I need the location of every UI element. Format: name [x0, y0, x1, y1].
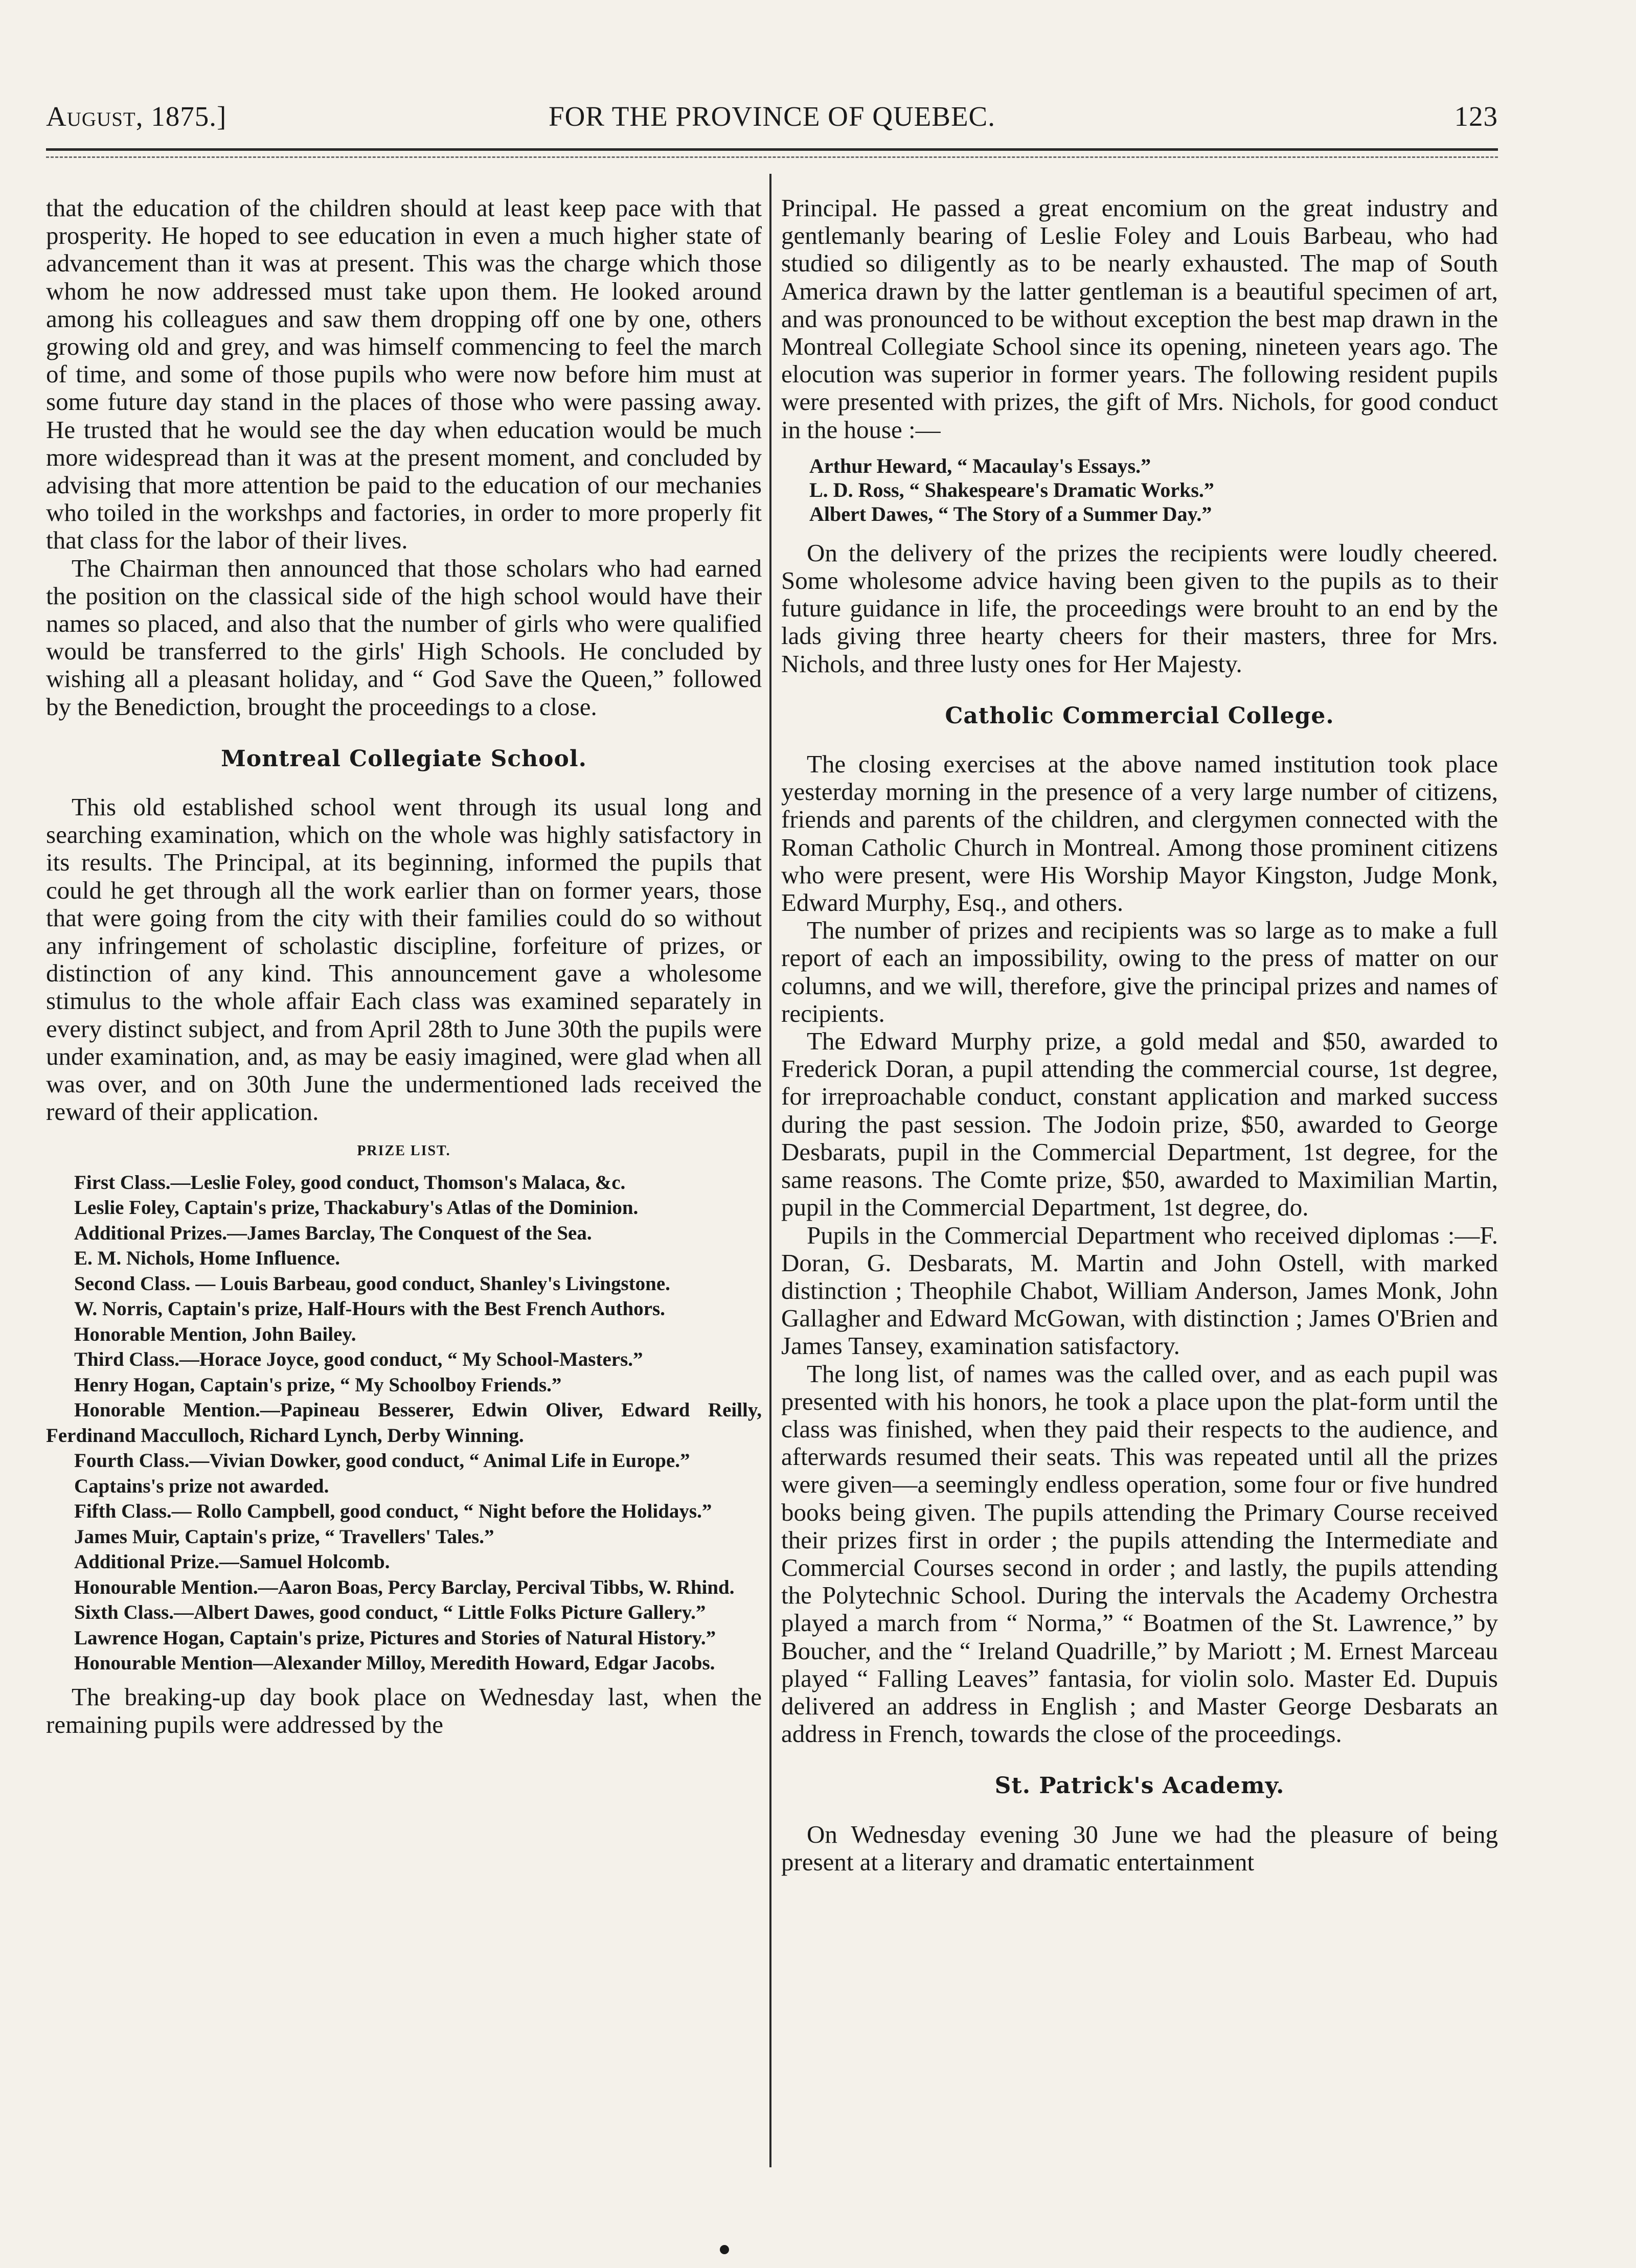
prize-list: [46, 1170, 762, 1676]
prize-entry: Fourth Class.—Vivian Dowker, good conduct, “ Animal Life in Europe.”: [74, 1450, 690, 1472]
header-rule-dashed: [46, 156, 1498, 158]
prize-entry: Honourable Mention.—Aaron Boas, Percy Barclay, Percival Tibbs, W. Rhind.: [74, 1576, 735, 1598]
resident-prizes-list: [809, 454, 1498, 526]
resident-prize-item: L. D. Ross, “ Shakespeare's Dramatic Works.”: [809, 478, 1214, 501]
prize-entry: Leslie Foley, Captain's prize, Thackabury's Atlas of the Dominion.: [74, 1197, 639, 1219]
page-bottom-mark: [720, 2245, 729, 2254]
ccc-paragraph: Pupils in the Commercial Department who received diplomas :—F. Doran, G. Desbarats, M. Martin and John Ostell, with marked distinction ; Theophile Chabot, William Anderson, James Monk, John Gallagher and Edward McGowan, with distinction ; James O'Brien and James Tansey, examination satisfactory.: [781, 1221, 1498, 1360]
prize-entry: Honourable Mention—Alexander Milloy, Meredith Howard, Edgar Jacobs.: [74, 1652, 715, 1675]
prize-entry: Second Class. — Louis Barbeau, good conduct, Shanley's Livingstone.: [74, 1272, 670, 1295]
prize-entry: Henry Hogan, Captain's prize, “ My Schoolboy Friends.”: [74, 1373, 562, 1396]
montreal-collegiate-paragraph: This old established school went through its usual long and searching examination, which on the whole was highly satisfactory in its results. The Principal, at its beginning, informed the pupils that could he get through all the work earlier than on former years, those that were going from the city with their families could do so without any infringement of scholastic discipline, forfeiture of prizes, or distinction of any kind. This announcement gave a wholesome stimulus to the whole affair Each class was examined separately in every distinct subject, and from April 28th to June 30th the pupils were under examination, and, as may be easiy imagined, were glad when all was over, and on 30th June the undermentioned lads received the reward of their application.: [46, 793, 762, 1126]
closing-paragraph: The breaking-up day book place on Wednesday last, when the remaining pupils were addressed by the: [46, 1682, 762, 1738]
continuation-paragraph: Principal. He passed a great encomium on the great industry and gentlemanly bearing of Leslie Foley and Louis Barbeau, who had studied so diligently as to be nearly exhausted. The map of South America drawn by the latter gentleman is a beautiful specimen of art, and was pronounced to be without exception the best map drawn in the Montreal Collegiate School since its opening, nineteen years ago. The elocution was superior in former years. The following resident pupils were presented with prizes, the gift of Mrs. Nichols, for good conduct in the house :—: [781, 194, 1498, 444]
prize-entry: Additional Prize.—Samuel Holcomb.: [74, 1551, 390, 1573]
prize-entry: James Muir, Captain's prize, “ Travellers' Tales.”: [74, 1525, 494, 1548]
montreal-collegiate-heading: Montreal Collegiate School.: [221, 745, 587, 772]
catholic-commercial-heading: Catholic Commercial College.: [945, 702, 1334, 729]
prize-entry: Honorable Mention, John Bailey.: [74, 1323, 356, 1345]
prize-entry: Third Class.—Horace Joyce, good conduct, “ My School-Masters.”: [74, 1348, 643, 1371]
intro-paragraph: that the education of the children should at least keep pace with that prosperity. He hoped to see education in even a much higher state of advancement than it was at present. This was the charge which those whom he now addressed must take upon them. He looked around among his colleagues and saw them dropping off one by one, others growing old and grey, and was himself commencing to feel the march of time, and some of those pupils who were now before him must at some future day stand in the places of those who were passing away. He trusted that he would see the day when education would be much more widespread than it was at the present moment, and concluded by advising that more attention be paid to the education of our mechanies who toiled in the workshps and factories, in order to more properly fit that class for the labor of their lives.: [46, 194, 762, 555]
prize-entry: E. M. Nichols, Home Influence.: [74, 1247, 340, 1270]
prize-entry: Captains's prize not awarded.: [74, 1475, 329, 1497]
ccc-paragraph: The long list, of names was the called over, and as each pupil was presented with his honors, he took a place upon the plat-form until the class was finished, when they paid their respects to the audience, and afterwards resumed their seats. This was repeated until all the prizes were given—a seemingly endless operation, some four or five hundred books being given. The pupils attending the Primary Course received their prizes first in order ; the pupils attending the Intermediate and Commercial Courses second in order ; and lastly, the pupils attending the Polytechnic School. During the intervals the Academy Orchestra played a march from “ Norma,” “ Boatmen of the St. Lawrence,” by Boucher, and the “ Ireland Quadrille,” by Mariott ; M. Ernest Marceau played “ Falling Leaves” fantasia, for violin solo. Master Ed. Dupuis delivered an address in English ; and Master George Desbarats an address in French, towards the close of the proceedings.: [781, 1359, 1498, 1748]
chairman-paragraph: The Chairman then announced that those scholars who had earned the position on the classical side of the high school would have their names so placed, and also that the number of girls who were qualified would be transferred to the girls' High Schools. He concluded by wishing all a pleasant holiday, and “ God Save the Queen,” followed by the Benediction, brought the proceedings to a close.: [46, 554, 762, 721]
resident-prize-item: Albert Dawes, “ The Story of a Summer Day.”: [809, 502, 1212, 525]
prize-entry: Honorable Mention.—Papineau Besserer, Edwin Oliver, Edward Reilly, Ferdinand Macculloch, Richard Lynch, Derby Winning.: [46, 1399, 762, 1447]
prize-entry: First Class.—Leslie Foley, good conduct, Thomson's Malaca, &c.: [74, 1171, 626, 1194]
prize-list-title: PRIZE LIST.: [357, 1142, 451, 1159]
prize-entry: W. Norris, Captain's prize, Half-Hours with the Best French Authors.: [74, 1298, 665, 1320]
column-divider: [769, 174, 771, 2167]
header-date: August, 1875.]: [46, 101, 227, 132]
header-rule: [46, 148, 1498, 151]
ccc-paragraph: The number of prizes and recipients was so large as to make a full report of each an impossibility, owing to the press of matter on our columns, and we will, therefore, give the principal prizes and names of recipients.: [781, 916, 1498, 1027]
prize-entry: Sixth Class.—Albert Dawes, good conduct, “ Little Folks Picture Gallery.”: [74, 1601, 706, 1624]
resident-prize-item: Arthur Heward, “ Macaulay's Essays.”: [809, 454, 1151, 477]
prize-entry: Lawrence Hogan, Captain's prize, Pictures and Stories of Natural History.”: [74, 1626, 716, 1649]
page-number: 123: [1454, 101, 1498, 132]
header-title: FOR THE PROVINCE OF QUEBEC.: [549, 101, 995, 132]
st-patricks-heading: St. Patrick's Academy.: [994, 1773, 1285, 1799]
st-patricks-paragraph: On Wednesday evening 30 June we had the pleasure of being present at a literary and dramatic entertainment: [781, 1820, 1498, 1876]
prize-entry: Fifth Class.— Rollo Campbell, good conduct, “ Night before the Holidays.”: [74, 1500, 712, 1523]
page-header: [46, 100, 1498, 141]
prize-entry: Additional Prizes.—James Barclay, The Conquest of the Sea.: [74, 1222, 592, 1244]
ccc-paragraph: The closing exercises at the above named institution took place yesterday morning in the presence of a very large number of citizens, friends and parents of the children, and clergymen connected with the Roman Catholic Church in Montreal. Among those prominent citizens who were present, were His Worship Mayor Kingston, Judge Monk, Edward Murphy, Esq., and others.: [781, 750, 1498, 917]
delivery-paragraph: On the delivery of the prizes the recipients were loudly cheered. Some wholesome advice having been given to the pupils as to their future guidance in life, the proceedings were brouht to an end by the lads giving three hearty cheers for their masters, three for Mrs. Nichols, and three lusty ones for Her Majesty.: [781, 538, 1498, 678]
ccc-paragraph: The Edward Murphy prize, a gold medal and $50, awarded to Frederick Doran, a pupil attending the commercial course, 1st degree, for irreproachable conduct, constant application and marked success during the past session. The Jodoin prize, $50, awarded to George Desbarats, pupil in the Commercial Department, 1st degree, for the same reasons. The Comte prize, $50, awarded to Maximilian Martin, pupil in the Commercial Department, 1st degree, do.: [781, 1027, 1498, 1222]
right-column: [781, 194, 1498, 1876]
left-column: [46, 194, 762, 1738]
